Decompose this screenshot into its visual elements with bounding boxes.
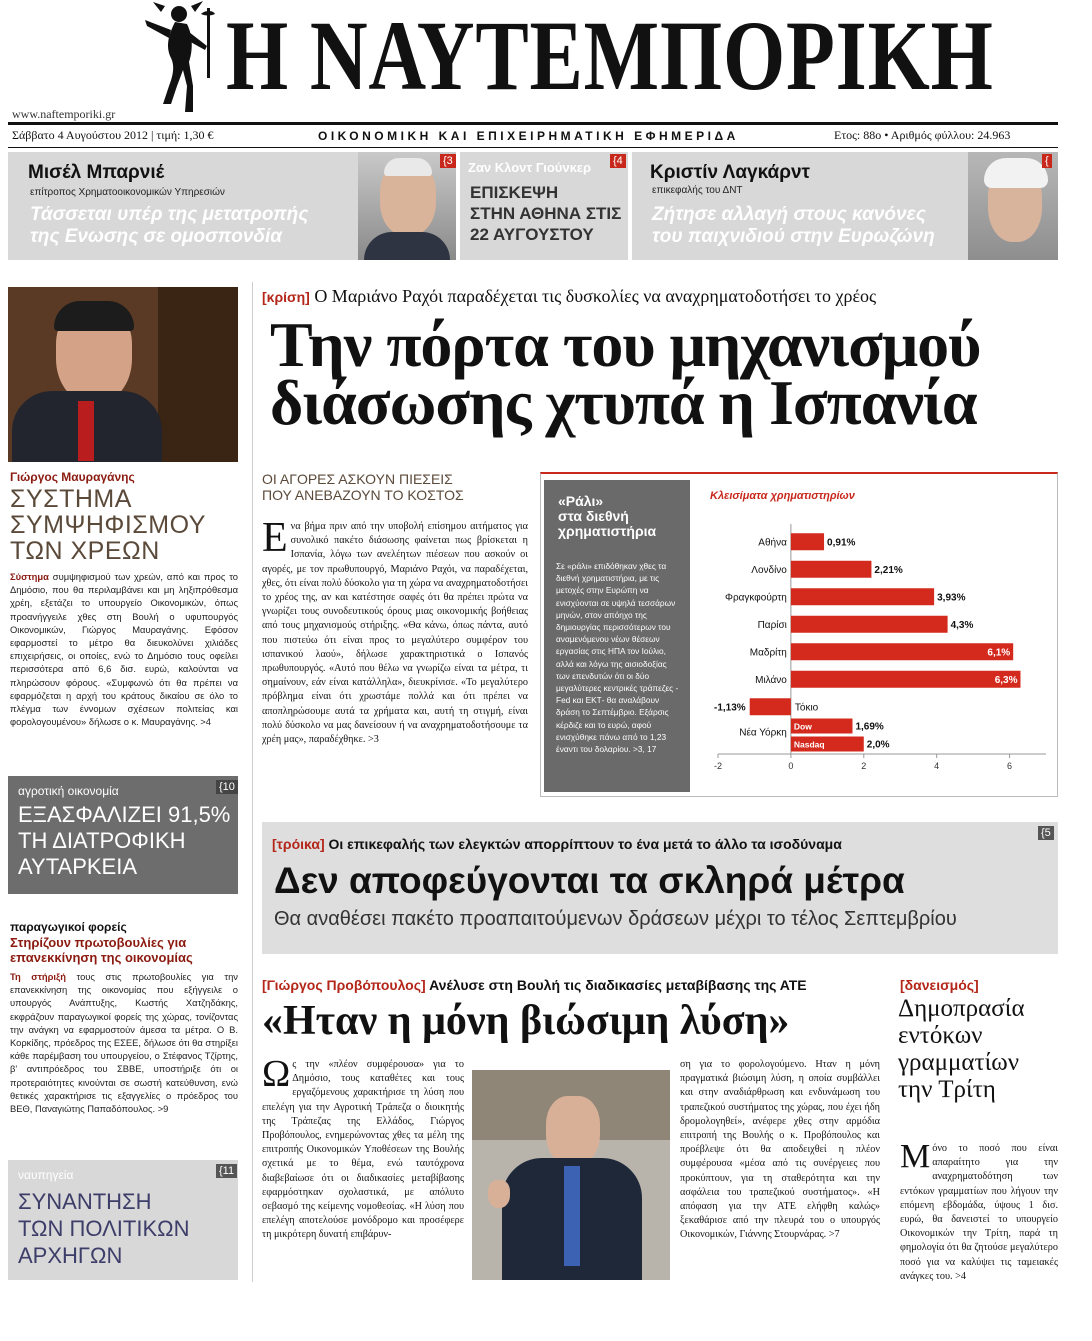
- barnier-photo: [358, 152, 456, 260]
- agro-box[interactable]: [8, 776, 238, 894]
- mavraganis-photo: [8, 287, 238, 462]
- lagarde-photo: [968, 152, 1058, 260]
- troika-box[interactable]: [262, 822, 1058, 954]
- tagline: ΟΙΚΟΝΟΜΙΚΗ ΚΑΙ ΕΠΙΧΕΙΡΗΜΑΤΙΚΗ ΕΦΗΜΕΡΙΔΑ: [318, 129, 739, 143]
- teaser-headline: ΕΠΙΣΚΕΨΗ ΣΤΗΝ ΑΘΗΝΑ ΣΤΙΣ 22 ΑΥΓΟΥΣΤΟΥ: [470, 183, 622, 244]
- bar: [791, 671, 1021, 688]
- bar: [791, 533, 824, 550]
- bar: [750, 698, 791, 715]
- page-ref: {11: [216, 1164, 237, 1178]
- rali-body: Σε «ράλι» επιδόθηκαν χθες τα διεθνή χρηματιστήρια, με τις μετοχές στην Ευρώπη να ενισχύονται σε υψηλά τεσσάρων μηνών, στον απόηχο της δημιουργίας περισσότερων του αναμενόμενου νέων θέσεων εργασίας στις ΗΠΑ τον Ιούλιο, αλλά και λόγω της αισιοδοξίας των επενδυτών ότι οι δύο μεγαλύτερες κεντρικές τράπεζες - Fed και ΕΚΤ- θα αναλάβουν δράση το Σεπτέμβριο. Εξάρσις κέρδιζε και το ευρώ, αφού ενισχύθηκε πάνω από το 1,23 έναντι του δολαρίου. >3, 17: [556, 561, 679, 755]
- series-name-label: Dow: [793, 721, 812, 732]
- paragogikoi-headline: Στηρίζουν πρωτοβουλίες για επανεκκίνηση της οικονομίας: [10, 935, 193, 965]
- page-ref: {5: [1038, 826, 1054, 840]
- teaser-lagarde[interactable]: [632, 152, 1058, 260]
- stock-bar-chart: [696, 520, 1054, 792]
- x-tick-label: 6: [1007, 761, 1013, 771]
- value-label: 2,0%: [866, 739, 890, 751]
- x-tick-label: -2: [713, 761, 723, 771]
- nafpigeia-headline: ΣΥΝΑΝΤΗΣΗ ΤΩΝ ΠΟΛΙΤΙΚΩΝ ΑΡΧΗΓΩΝ: [18, 1189, 190, 1268]
- masthead-title: Η ΝΑΥΤΕΜΠΟΡΙΚΗ: [226, 0, 994, 111]
- page-ref: {3: [440, 154, 456, 168]
- dropcap: Ε: [262, 515, 288, 561]
- column-divider: [252, 282, 253, 1282]
- page-ref: {4: [610, 154, 626, 168]
- issue-number: Ετος: 88ο • Αριθμός φύλλου: 24.963: [834, 128, 1011, 142]
- category-label: Νέα Υόρκη: [739, 727, 787, 739]
- category-label: Λονδίνο: [751, 564, 787, 576]
- kicker: ναυπηγεία: [18, 1168, 74, 1182]
- value-label: -1,13%: [714, 702, 746, 714]
- dropcap: Ω: [262, 1053, 291, 1095]
- daneismos-body: Μόνο το ποσό που είναι απαραίτητο για την αναχρηματοδότηση των εντόκων γραμματίων που λήγουν την επόμενη εβδομάδα, ύψους 1 δισ. ευρώ, θα δανειστεί το υπουργείο Οικονομικών την Τρίτη, παρά τη φημολογία ότι θα ζητούσε μεγαλύτερο ποσό για να καλύψει τις ταμειακές ανάγκες του. >4: [900, 1138, 1058, 1282]
- lead-headline: Την πόρτα του μηχανισμού διάσωσης χτυπά η Ισπανία: [270, 309, 981, 438]
- provopoulos-photo: [472, 1070, 670, 1280]
- teaser-subtitle: επικεφαλής του ΔΝΤ: [652, 185, 743, 196]
- teaser-headline: Ζήτησε αλλαγή στους κανόνες του παιχνιδιού στην Ευρωζώνη: [652, 204, 935, 247]
- chart-title: Κλεισίματα χρηματιστηρίων: [710, 490, 855, 502]
- byline: Γιώργος Μαυραγάνης: [10, 470, 135, 484]
- teaser-name: Ζαν Κλοντ Γιούνκερ: [468, 160, 592, 175]
- teaser-headline: Τάσσεται υπέρ της μετατροπής της Ενωσης σε ομοσπονδία: [30, 204, 309, 247]
- provo-kicker: [Γιώργος Προβόπουλος] Ανέλυσε στη Βουλή τις διαδικασίες μεταβίβασης της ΑΤΕ: [262, 977, 807, 993]
- kicker: παραγωγικοί φορείς: [10, 920, 127, 934]
- page-ref: {10: [216, 780, 238, 794]
- value-label: 3,93%: [937, 592, 966, 604]
- rali-headline: «Ράλι» στα διεθνή χρηματιστήρια: [558, 493, 657, 539]
- teaser-juncker[interactable]: [460, 152, 628, 260]
- bar: [791, 643, 1013, 660]
- category-label: Παρίσι: [757, 619, 787, 631]
- hermes-logo: [135, 0, 217, 118]
- daneismos-tag: [δανεισμός]: [900, 977, 979, 993]
- daneismos-headline: Δημοπρασία εντόκων γραμματίων την Τρίτη: [898, 995, 1025, 1103]
- lead-kicker: [κρίση] Ο Μαριάνο Ραχόι παραδέχεται τις δυσκολίες να αναχρηματοδοτήσει το χρέος: [262, 286, 877, 306]
- mavraganis-headline: ΣΥΣΤΗΜΑ ΣΥΜΨΗΦΙΣΜΟΥ ΤΩΝ ΧΡΕΩΝ: [10, 485, 206, 565]
- lead-subheadline: ΟΙ ΑΓΟΡΕΣ ΑΣΚΟΥΝ ΠΙΕΣΕΙΣ ΠΟΥ ΑΝΕΒΑΖΟΥΝ ΤΟ ΚΟΣΤΟΣ: [262, 471, 464, 503]
- nafpigeia-box[interactable]: [8, 1160, 238, 1280]
- category-label: Μαδρίτη: [749, 647, 787, 659]
- troika-headline: Δεν αποφεύγονται τα σκληρά μέτρα: [274, 860, 905, 901]
- mavraganis-body: Σύστημα συμψηφισμού των χρεών, από και προς το Δημόσιο, που θα περιλαμβάνει και μη ληξιπρόθεσμα χρέη, εξετάζει το υπουργείο Οικονομικών, όπως προανήγγειλε χθες στη Βουλή ο υφυπουργός Οικονομικών, Γιώργος Μαυραγάνης. Εφόσον εφαρμοστεί το μέτρο θα διευκολύνει χιλιάδες επιχειρήσεις, οι οποίες, ενώ το Δημόσιο τους οφείλει περισσότερα από 6,6 δισ. ευρώ, καλούνται να πληρώσουν φόρους. «Συμφωνώ ότι θα πρέπει να εφαρμόζεται η αρχή του κράτους δικαίου σε όλο το πλέγμα των έννομων σχέσεων πολιτείας και φορολογουμένου» δήλωσε ο κ. Μαυραγάνης. >4: [10, 571, 238, 728]
- bar: [791, 588, 934, 605]
- value-label: 1,69%: [855, 721, 884, 733]
- lead-body: Ενα βήμα πριν από την υποβολή επίσημου αιτήματος για συνολικό πακέτο διάσωσης φαίνεται πως βρίσκεται η Ισπανία, λόγω των ανελέητων πιέσεων που ασκούν οι αγορές, με τον πρωθυπουργό, Μαριάνο Ραχόι, να παραδέχεται, χθες, ότι είναι πολύ δύσκολο για τη χώρα να αναχρηματοδοτήσει το χρέος της, αν και κατέστησε σαφές ότι θα πρέπει πρώτα να γνωρίζει τους συνοδευτικούς όρους μιας οικονομικής βοήθειας από τους μηχανισμούς στήριξης. «Θα κάνω, όπως πάντα, αυτό που πιστεύω ότι είναι προς το μεγαλύτερο συμφέρον του ισπανικού λαού», δήλωσε χαρακτηριστικά ο Ισπανός πρωθυπουργός. «Αυτό που θέλω να γνωρίζω είναι τα μέτρα, τι σημαίνουν, εάν είναι κατάλληλα», διευκρίνισε. «Το μεγαλύτερο πρόβλημα είναι ότι χρωστάμε πολλά και ότι πρέπει να αποπληρώσουμε αυτά τα χρήματα και, αυτή τη στιγμή, είναι πολύ δύσκολο να μας δανείσουν ή να αναχρηματοδοτήσουμε τα χρέη μας», παραδέχθηκε. >3: [262, 515, 528, 746]
- teaser-barnier[interactable]: [8, 152, 456, 260]
- value-label: 4,3%: [950, 619, 974, 631]
- x-tick-label: 4: [934, 761, 940, 771]
- category-label: Τόκιο: [794, 702, 819, 714]
- site-url[interactable]: www.naftemporiki.gr: [12, 107, 116, 121]
- kicker: αγροτική οικονομία: [18, 784, 119, 798]
- category-label: Αθήνα: [758, 537, 787, 549]
- x-tick-label: 2: [861, 761, 867, 771]
- value-label: 6,3%: [994, 674, 1018, 686]
- bar: [791, 616, 948, 633]
- dropcap: Μ: [900, 1138, 931, 1175]
- provo-body-2: ση για το φορολογούμενο. Ηταν η μόνη πραγματικά βιώσιμη λύση, η οποία συμβάλλει και στην αναδιάρθρωση και ενδυνάμωση του τραπεζικού συστήματος της χώρας, που έχει ήδη δρομολογηθεί», ανέφερε χθες στην αρμόδια επιτροπή της Βουλής ο κ. Προβόπουλος και προέβλεψε ότι θα αποδειχθεί η πλέον συμφέρουσα «μέσα από τις συνέργειες που προκύπτουν, για τη σταθερότητα και την ασφάλεια του τραπεζικού συστήματος». «Η απόφαση για την ΑΤΕ ελήφθη καλώς» ξεκαθάρισε από την πλευρά του ο υπουργός Οικονομικών, Γιάννης Στουρνάρας. >7: [680, 1059, 880, 1241]
- provo-headline: «Ηταν η μόνη βιώσιμη λύση»: [262, 998, 790, 1044]
- value-label: 0,91%: [827, 537, 856, 549]
- paragogikoi-body: Τη στήριξή τους στις πρωτοβουλίες για την επανεκκίνηση της οικονομίας που εξήγγειλε ο υπουργός Ανάπτυξης, Κωστής Χατζηδάκης, εκφράζουν παραγωγικοί φορείς της χώρας, τονίζοντας την ανάγκη να εφαρμοστούν άμεσα τα μέτρα. Ο Β. Κορκίδης, πρόεδρος της ΕΣΕΕ, δήλωσε ότι θα στηρίξει κάθε παρέμβαση του υπουργείου, ο Στέφανος Τζίρτης, β' αντιπρόεδρος του ΣΒΒΕ, υποστήριξε ότι οι προτεραιότητες κινούνται σε σωστή κατεύθυνση, ενώ θετικές χαρακτήρισε τις εξαγγελίες ο πρόεδρος του ΒΕΘ, Παναγιώτης Παπαδόπουλος. >9: [10, 971, 238, 1115]
- troika-kicker: [τρόικα] Οι επικεφαλής των ελεγκτών απορρίπτουν το ένα μετά το άλλο τα ισοδύναμα: [272, 836, 842, 852]
- bar: [791, 561, 872, 578]
- category-label: Φραγκφούρτη: [724, 592, 787, 604]
- x-tick-label: 0: [788, 761, 794, 771]
- teaser-name: Μισέλ Μπαρνιέ: [28, 162, 165, 183]
- provo-body-1: Ως την «πλέον συμφέρουσα» για το Δημόσιο, τους καταθέτες και τους εργαζόμενους χαρακτήρισε τη λύση που επελέγη για την Αγροτική Τράπεζα ο διοικητής της Τράπεζας της Ελλάδος, Γιώργος Προβόπουλος, ενημερώνοντας χθες τα μέλη της επιτροπής Οικονομικών Υποθέσεων της Βουλής σχετικά με το θέμα, ενώ ταυτόχρονα διαβεβαίωσε ότι οι διαδικασίες μεταβίβασης εφαρμόστηκαν σχολαστικά, με απόλυτο σεβασμό της κείμενης νομοθεσίας. «Η λύση που επελέγη αποτελούσε μονόδρομο και προσέφερε τη μικρότερη δυνατή επιβάρυν-: [262, 1053, 464, 1241]
- value-label: 2,21%: [874, 564, 903, 576]
- value-label: 6,1%: [987, 647, 1011, 659]
- series-name-label: Nasdaq: [793, 739, 825, 750]
- agro-headline: ΕΞΑΣΦΑΛΙΖΕΙ 91,5% ΤΗ ΔΙΑΤΡΟΦΙΚΗ ΑΥΤΑΡΚΕΙΑ: [18, 802, 231, 879]
- masthead-rule: [8, 122, 1058, 125]
- rali-panel: [544, 480, 690, 792]
- teaser-subtitle: επίτροπος Χρηματοοικονομικών Υπηρεσιών: [30, 187, 225, 198]
- masthead-rule-bottom: [8, 147, 1058, 148]
- category-label: Μιλάνο: [755, 674, 787, 686]
- page-ref: {: [1042, 154, 1052, 168]
- teaser-name: Κριστίν Λαγκάρντ: [650, 162, 811, 183]
- dateline: Σάββατο 4 Αυγούστου 2012 | τιμή: 1,30 €: [12, 128, 214, 142]
- troika-dek: Θα αναθέσει πακέτο προαπαιτούμενων δράσεων μέχρι το τέλος Σεπτεμβρίου: [274, 908, 957, 930]
